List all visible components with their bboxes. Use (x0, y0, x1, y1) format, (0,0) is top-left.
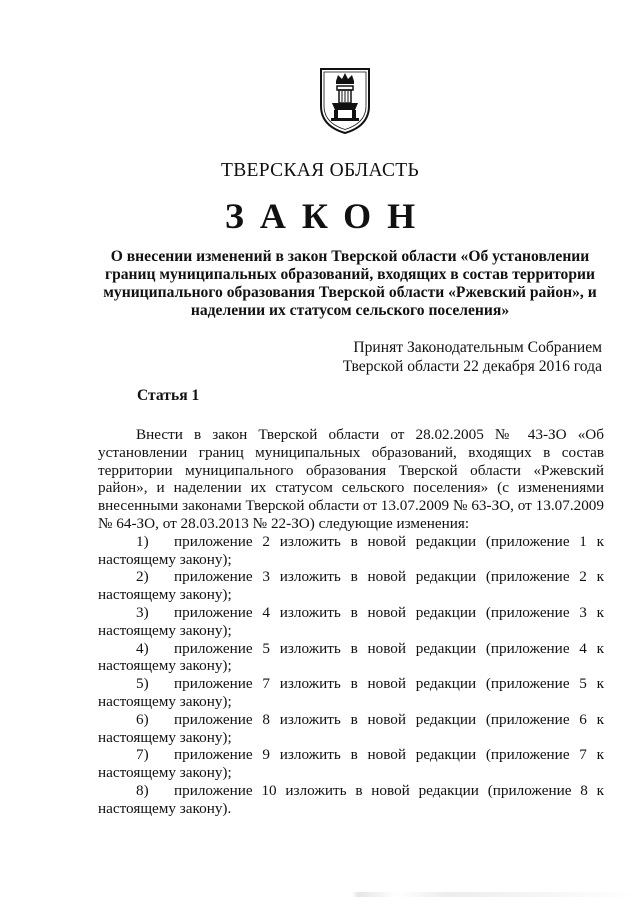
item-text: приложение 8 изложить в новой редакции (приложение 6 к настоящему закону); (98, 710, 604, 746)
scan-edge (0, 892, 640, 897)
list-item (98, 746, 604, 782)
coat-of-arms-icon (318, 66, 372, 136)
law-title: О внесении изменений в закон Тверской области «Об установлении границ муниципальных образований, входящих в состав территории муниципального образования Тверской области «Ржевский район», и наделении их статусом сельского поселения» (103, 248, 597, 319)
item-number: 2) (136, 568, 149, 586)
item-text: приложение 10 изложить в новой редакции (приложение 8 к настоящему закону). (98, 781, 604, 817)
adoption-line-2: Тверской области 22 декабря 2016 года (342, 358, 602, 375)
list-item (98, 711, 604, 747)
item-text: приложение 9 изложить в новой редакции (приложение 7 к настоящему закону); (98, 746, 604, 782)
list-item (98, 782, 604, 818)
list-item (98, 604, 604, 640)
list-item (98, 533, 604, 569)
item-number: 5) (136, 675, 149, 693)
item-text: приложение 7 изложить в новой редакции (приложение 5 к настоящему закону); (98, 675, 604, 710)
list-item (98, 568, 604, 604)
region-name: ТВЕРСКАЯ ОБЛАСТЬ (221, 160, 419, 181)
item-number: 3) (136, 603, 149, 621)
item-text: приложение 2 изложить в новой редакции (приложение 1 к настоящему закону); (98, 532, 604, 568)
article-body (98, 426, 604, 818)
item-number: 6) (136, 710, 149, 728)
item-text: приложение 4 изложить в новой редакции (приложение 3 к настоящему закону); (98, 603, 604, 639)
item-number: 4) (136, 639, 149, 657)
item-number: 7) (136, 746, 149, 764)
list-item (98, 675, 604, 711)
article-heading: Статья 1 (137, 387, 200, 404)
list-item (98, 640, 604, 676)
item-text: приложение 5 изложить в новой редакции (приложение 4 к настоящему закону); (98, 639, 604, 675)
item-number: 8) (136, 781, 149, 799)
item-number: 1) (136, 532, 149, 550)
adoption-line-1: Принят Законодательным Собранием (353, 339, 602, 356)
item-text: приложение 3 изложить в новой редакции (приложение 2 к настоящему закону); (98, 568, 604, 604)
adoption-note (343, 338, 602, 376)
article-intro: Внести в закон Тверской области от 28.02.2005 № 43-ЗО «Об установлении границ муниципальных образований, входящих в состав территории муниципального образования Тверской области «Ржевский район», и наделении их статусом сельского поселения» (с изменениями внесенными законами Тверской области от 13.07.2009 № 63-ЗО, от 13.07.2009 № 64-ЗО, от 28.03.2013 № 22-ЗО) следующие изменения: (98, 426, 604, 532)
document-type: ЗАКОН (224, 196, 432, 236)
